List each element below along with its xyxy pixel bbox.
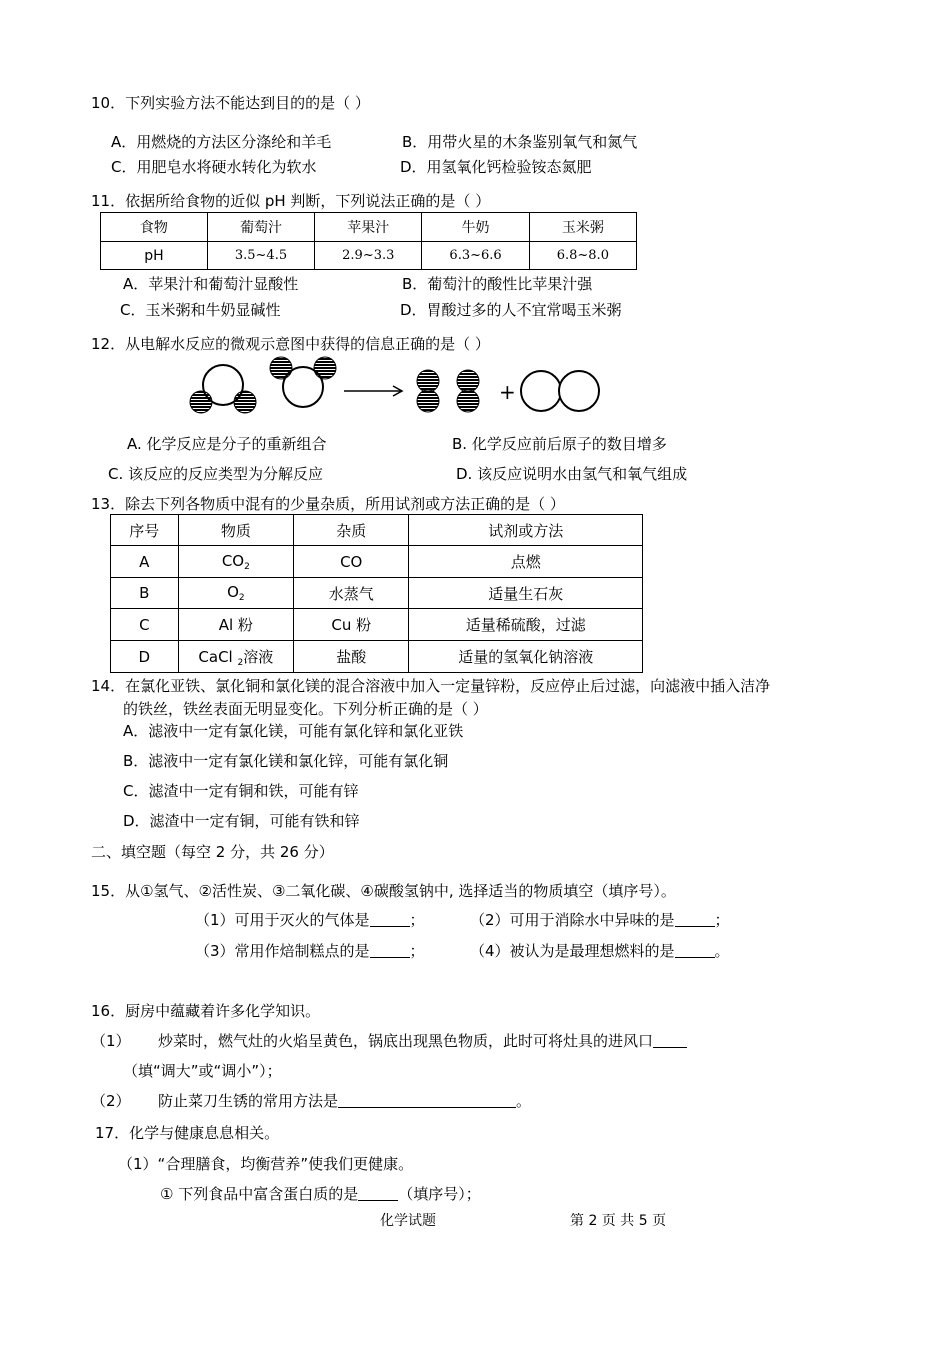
row-method: 适量的氢氧化钠溶液 bbox=[409, 641, 643, 673]
q17-part1a: ① 下列食品中富含蛋白质的是 （填序号）； bbox=[160, 1185, 481, 1203]
row-method: 点燃 bbox=[409, 546, 643, 578]
q15-part4: （4）被认为是最理想燃料的是 。 bbox=[470, 942, 730, 960]
row-substance: $CO_2$ bbox=[178, 546, 293, 578]
q11-header-apple: 苹果汁 bbox=[315, 213, 422, 242]
row-id: C bbox=[111, 609, 179, 641]
q16-part1-num: （1） bbox=[91, 1032, 131, 1050]
table-row bbox=[111, 641, 643, 673]
q11-option-c: C．玉米粥和牛奶显碱性 bbox=[120, 301, 281, 319]
footer-page-number: 第 2 页 共 5 页 bbox=[570, 1213, 667, 1229]
reaction-arrow bbox=[344, 386, 402, 396]
answer-blank[interactable] bbox=[675, 941, 715, 958]
q12-option-d: D. 该反应说明水由氢气和氧气组成 bbox=[456, 465, 688, 483]
answer-blank[interactable] bbox=[675, 910, 715, 927]
row-id: D bbox=[111, 641, 179, 673]
q11-header-food: 食物 bbox=[101, 213, 208, 242]
q11-ph-congee: 6.8~8.0 bbox=[529, 242, 636, 270]
row-method: 适量生石灰 bbox=[409, 578, 643, 609]
q17-stem: 17．化学与健康息息相关。 bbox=[95, 1124, 280, 1142]
q15-part3: （3）常用作焙制糕点的是 ； bbox=[195, 942, 425, 960]
row-substance: Al 粉 bbox=[178, 609, 293, 641]
q11-ph-apple: 2.9~3.3 bbox=[315, 242, 422, 270]
row-id: A bbox=[111, 546, 179, 578]
q14-option-b: B．滤液中一定有氯化镁和氯化锌，可能有氯化铜 bbox=[123, 752, 449, 770]
q13-table bbox=[110, 514, 643, 673]
row-impurity: 水蒸气 bbox=[294, 578, 409, 609]
hydrogen-molecule-1 bbox=[417, 370, 439, 412]
q10-option-c: C．用肥皂水将硬水转化为软水 bbox=[111, 158, 317, 176]
q15-part2: （2）可用于消除水中异味的是 ； bbox=[470, 911, 730, 929]
q13-header-substance: 物质 bbox=[178, 515, 293, 546]
table-row bbox=[111, 609, 643, 641]
row-impurity: 盐酸 bbox=[294, 641, 409, 673]
q11-ph-milk: 6.3~6.6 bbox=[422, 242, 529, 270]
q10-stem: 10．下列实验方法不能达到目的的是（ ） bbox=[91, 94, 370, 112]
q14-option-d: D．滤渣中一定有铜，可能有铁和锌 bbox=[123, 812, 360, 830]
q11-ph-table bbox=[100, 212, 637, 270]
q10-option-a: A．用燃烧的方法区分涤纶和羊毛 bbox=[111, 133, 332, 151]
q15-part1: （1）可用于灭火的气体是 ； bbox=[195, 911, 425, 929]
q16-part2-num: （2） bbox=[91, 1092, 131, 1110]
q11-option-b: B．葡萄汁的酸性比苹果汁强 bbox=[402, 275, 593, 293]
q16-part2: 防止菜刀生锈的常用方法是 。 bbox=[158, 1092, 532, 1110]
q14-option-a: A．滤液中一定有氯化镁，可能有氯化锌和氯化亚铁 bbox=[123, 722, 464, 740]
answer-blank[interactable] bbox=[358, 1184, 398, 1201]
row-impurity: CO bbox=[294, 546, 409, 578]
q14-stem-line1: 14．在氯化亚铁、氯化铜和氯化镁的混合溶液中加入一定量锌粉，反应停止后过滤，向滤液中插入洁净 bbox=[91, 677, 771, 695]
q16-part1: 炒菜时，燃气灶的火焰呈黄色，锅底出现黑色物质，此时可将灶具的进风口 bbox=[158, 1031, 687, 1051]
q14-option-c: C．滤渣中一定有铜和铁，可能有锌 bbox=[123, 782, 359, 800]
q10-option-b: B．用带火星的木条鉴别氧气和氮气 bbox=[402, 133, 638, 151]
plus-sign: + bbox=[499, 380, 516, 404]
electrolysis-diagram bbox=[180, 355, 610, 417]
q11-header-congee: 玉米粥 bbox=[529, 213, 636, 242]
q16-part1-hint: （填“调大”或“调小”）； bbox=[123, 1062, 282, 1080]
q14-stem-line2: 的铁丝，铁丝表面无明显变化。下列分析正确的是（ ） bbox=[123, 700, 488, 718]
q11-row-label: pH bbox=[101, 242, 208, 270]
q11-option-d: D．胃酸过多的人不宜常喝玉米粥 bbox=[400, 301, 622, 319]
q11-stem: 11．依据所给食物的近似 pH 判断，下列说法正确的是（ ） bbox=[91, 192, 491, 210]
row-substance: CaCl $_2$溶液 bbox=[178, 641, 293, 673]
q13-header-id: 序号 bbox=[111, 515, 179, 546]
q16-stem: 16．厨房中蕴藏着许多化学知识。 bbox=[91, 1002, 321, 1020]
table-row bbox=[111, 546, 643, 578]
answer-blank[interactable] bbox=[653, 1031, 687, 1048]
water-molecule-2 bbox=[270, 357, 336, 407]
q13-stem: 13．除去下列各物质中混有的少量杂质，所用试剂或方法正确的是（ ） bbox=[91, 495, 565, 513]
q11-header-grape: 葡萄汁 bbox=[207, 213, 314, 242]
row-impurity: Cu 粉 bbox=[294, 609, 409, 641]
answer-blank[interactable] bbox=[370, 941, 410, 958]
row-method: 适量稀硫酸，过滤 bbox=[409, 609, 643, 641]
q12-option-a: A. 化学反应是分子的重新组合 bbox=[127, 435, 327, 453]
q11-option-a: A．苹果汁和葡萄汁显酸性 bbox=[123, 275, 299, 293]
table-row bbox=[111, 578, 643, 609]
oxygen-molecule bbox=[521, 371, 599, 411]
q17-part1: （1）“合理膳食，均衡营养”使我们更健康。 bbox=[118, 1155, 414, 1173]
q15-stem: 15．从①氢气、②活性炭、③二氧化碳、④碳酸氢钠中, 选择适当的物质填空（填序号）。 bbox=[91, 882, 676, 900]
row-substance: $O_2$ bbox=[178, 578, 293, 609]
answer-blank[interactable] bbox=[370, 910, 410, 927]
q11-header-milk: 牛奶 bbox=[422, 213, 529, 242]
q12-option-c: C. 该反应的反应类型为分解反应 bbox=[108, 465, 324, 483]
footer-subject: 化学试题 bbox=[380, 1213, 436, 1229]
q11-ph-grape: 3.5~4.5 bbox=[207, 242, 314, 270]
q10-option-d: D．用氢氧化钙检验铵态氮肥 bbox=[400, 158, 592, 176]
answer-blank[interactable] bbox=[338, 1091, 516, 1108]
hydrogen-molecule-2 bbox=[457, 370, 479, 412]
q12-stem: 12．从电解水反应的微观示意图中获得的信息正确的是（ ） bbox=[91, 335, 490, 353]
q13-header-method: 试剂或方法 bbox=[409, 515, 643, 546]
water-molecule-1 bbox=[190, 365, 256, 413]
q13-header-impurity: 杂质 bbox=[294, 515, 409, 546]
row-id: B bbox=[111, 578, 179, 609]
section-title: 二、填空题（每空 2 分，共 26 分） bbox=[91, 843, 334, 861]
q12-option-b: B. 化学反应前后原子的数目增多 bbox=[452, 435, 667, 453]
